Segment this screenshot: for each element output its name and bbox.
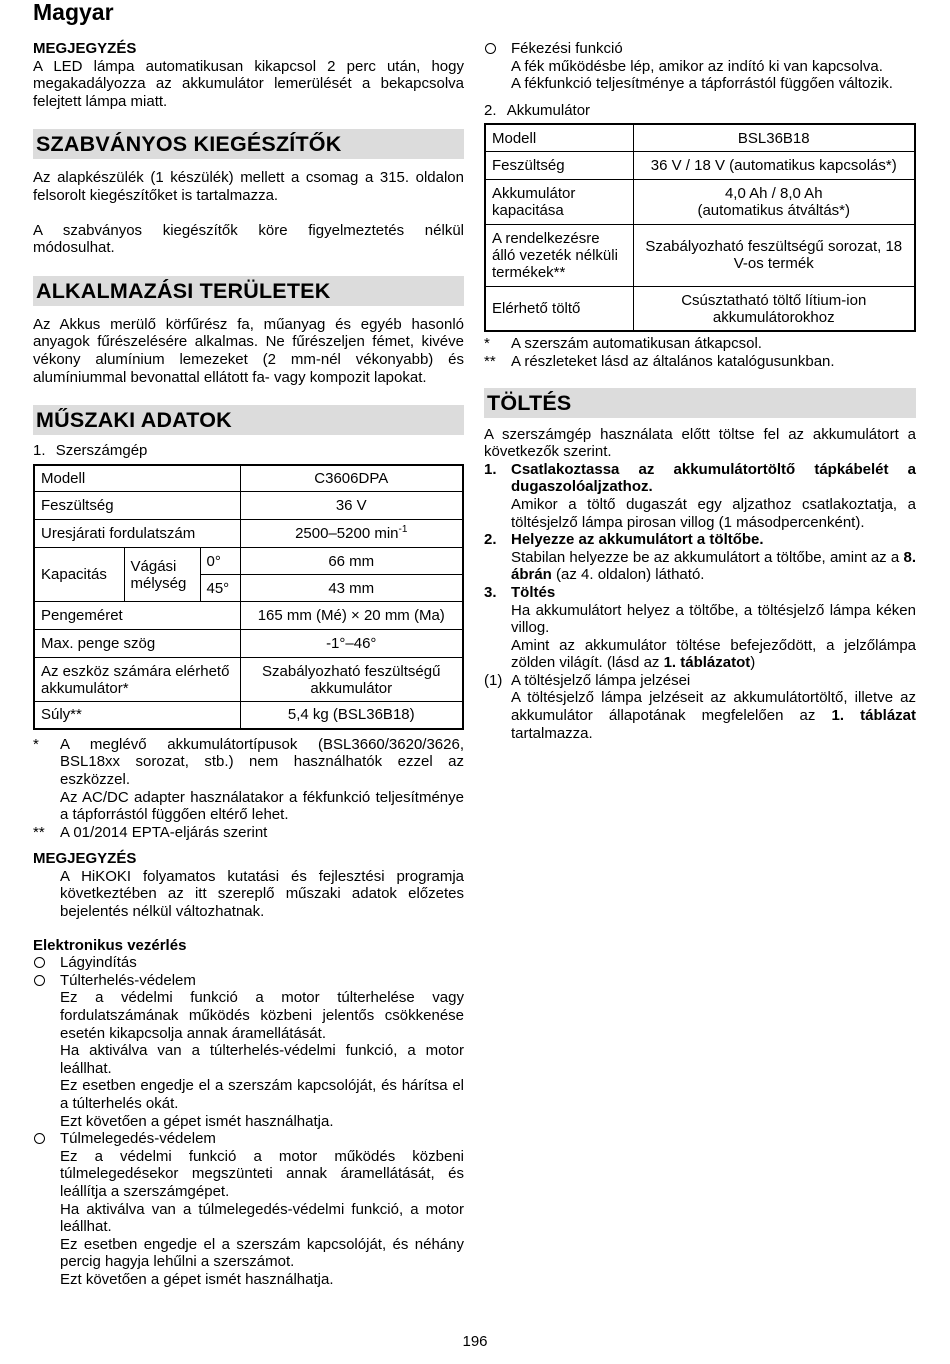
subheading-battery	[484, 102, 916, 120]
step	[484, 584, 916, 672]
footnote-text: A meglévő akkumulátortípusok (BSL3660/3620/3626, BSL18xx sorozat, stb.) nem használhatók ezzel az eszközzel.	[60, 735, 464, 788]
table-cell: Súly**	[34, 702, 240, 729]
table-cell: Feszültség	[485, 151, 633, 179]
bullet-circle-icon	[34, 957, 45, 968]
table-cell: A rendelkezésre álló vezeték nélküli termékek**	[485, 224, 633, 286]
paragraph: A fék működésbe lép, amikor az indító ki van kapcsolva.	[511, 57, 883, 75]
step-number: 1.	[484, 460, 497, 478]
section-heading-applications: ALKALMAZÁSI TERÜLETEK	[33, 276, 464, 306]
paragraph: Az Akkus merülő körfűrész fa, műanyag és egyéb hasonló anyagok fűrészelésére alkalmas. Ne fűrészeljen fémet, kivéve vékony alumínium lemezeket (2 mm-nél vékonyabb) és alumíniummal bevonattal ellátott fa- vagy kompozit lapokat.	[33, 315, 464, 386]
table-cell: Modell	[34, 465, 240, 492]
footnote-marker: **	[484, 352, 496, 370]
note-text: A LED lámpa automatikusan kikapcsol 2 perc után, hogy megakadályozza az akkumulátor lemerülését a bekapcsolva felejtett lámpa miatt.	[33, 57, 464, 110]
electronic-control-item-text: Ez esetben engedje el a szerszám kapcsolóját, és néhány percig hagyja lehűlni a szerszámot.	[60, 1235, 464, 1271]
speed-value: 2500–5200 min	[295, 525, 399, 543]
electronic-control-item-text: Ha aktiválva van a túlmelegedés-védelmi funkció, a motor leállhat.	[60, 1200, 464, 1236]
bullet-circle-icon	[34, 975, 45, 986]
subheading-tool	[33, 442, 464, 460]
sub-step-text	[511, 689, 916, 742]
electronic-control-item-text: Ez a védelmi funkció a motor túlterhelése vagy fordulatszámának működés közbeni jelentős csökkenése esetén kikapcsolja annak áramellátását.	[60, 989, 464, 1042]
table-cell: 165 mm (Mé) × 20 mm (Ma)	[240, 602, 463, 630]
table-row	[485, 179, 915, 224]
footnote-marker: *	[484, 335, 490, 353]
table-row	[34, 602, 463, 630]
electronic-control-item-text: Ez a védelmi funkció a motor működés közbeni túlmelegedésekor megszünteti annak áramellátását, és leállítja a szerszámgépet.	[60, 1147, 464, 1200]
table-row	[34, 630, 463, 658]
step-title: Helyezze az akkumulátort a töltőbe.	[511, 531, 764, 549]
electronic-control-title: Elektronikus vezérlés	[33, 936, 187, 954]
footnote-text: A részleteket lásd az általános katalógusunkban.	[511, 352, 835, 370]
table-cell: 36 V	[240, 492, 463, 520]
table-row	[34, 702, 463, 729]
table-cell: Elérhető töltő	[485, 286, 633, 331]
paragraph: Az alapkészülék (1 készülék) mellett a csomag a 315. oldalon felsorolt kiegészítőket is tartalmazza.	[33, 169, 464, 204]
table-cell: Vágási mélység	[124, 548, 200, 602]
text-run: (az 4. oldalon) látható.	[551, 566, 705, 584]
brake-title: Fékezési funkció	[511, 40, 623, 57]
electronic-control-item-title: Túlmelegedés-védelem	[60, 1130, 216, 1148]
table-cell: Szabályozható feszültségű akkumulátor	[240, 658, 463, 702]
table-cell: 45°	[200, 575, 240, 602]
table-cell: C3606DPA	[240, 465, 463, 492]
footnote-marker: **	[33, 823, 45, 841]
table-cell: 36 V / 18 V (automatikus kapcsolás*)	[633, 151, 915, 179]
table-row	[485, 224, 915, 286]
electronic-control-list	[33, 954, 464, 1288]
note-title: MEGJEGYZÉS	[33, 850, 137, 868]
speed-unit-exponent: -1	[398, 524, 408, 536]
electronic-control-item-text: Ezt követően a gépet ismét használhatja.	[60, 1112, 334, 1130]
table-cell: -1°–46°	[240, 630, 463, 658]
table-row	[34, 465, 463, 492]
electronic-control-item-text: Ezt követően a gépet ismét használhatja.	[60, 1270, 334, 1288]
table-cell: Kapacitás	[34, 548, 124, 602]
table-cell: Pengeméret	[34, 602, 240, 630]
electronic-control-item-title: Lágyindítás	[60, 954, 137, 972]
footnote	[484, 353, 916, 371]
electronic-control-item-text: Ez esetben engedje el a szerszám kapcsolóját, és hárítsa el a túlterhelés okát.	[60, 1077, 464, 1112]
table-cell: Uresjárati fordulatszám	[34, 520, 240, 548]
footnote-text: A 01/2014 EPTA-eljárás szerint	[60, 823, 268, 841]
sub-step-title: A töltésjelző lámpa jelzései	[511, 671, 691, 689]
table-cell: 5,4 kg (BSL36B18)	[240, 702, 463, 729]
tool-spec-table	[33, 464, 464, 730]
note-body	[33, 868, 464, 921]
step-number: 2.	[484, 531, 497, 549]
text-run: A töltésjelző lámpa jelzéseit az akkumulátortöltő, illetve az akkumulátor állapotának megfelelően az	[511, 689, 916, 725]
footnote	[33, 824, 464, 842]
step-text	[511, 549, 916, 584]
table-cell: 66 mm	[240, 548, 463, 575]
table-reference: 1. táblázatot	[663, 654, 751, 672]
electronic-control-item-title: Túlterhelés-védelem	[60, 971, 196, 989]
note-title: MEGJEGYZÉS	[33, 40, 137, 57]
paragraph: A szerszámgép használata előtt töltse fel az akkumulátort a következők szerint.	[484, 425, 916, 461]
right-column	[484, 40, 916, 742]
step	[484, 531, 916, 584]
step-text: Ha akkumulátort helyez a töltőbe, a töltésjelző lámpa kéken villog.	[511, 601, 916, 637]
page-language-header: Magyar	[33, 0, 114, 25]
table-cell: Az eszköz számára elérhető akkumulátor*	[34, 658, 240, 702]
bullet-circle-icon	[485, 43, 496, 54]
table-reference: 1. táblázat	[831, 707, 916, 725]
footnote	[33, 736, 464, 824]
sub-step	[484, 672, 916, 742]
table-cell: Modell	[485, 124, 633, 151]
text-run: tartalmazza.	[511, 724, 593, 742]
electronic-control-item-text: Ha aktiválva van a túlterhelés-védelmi funkció, a motor leállhat.	[60, 1042, 464, 1077]
capacity-value-line: 4,0 Ah / 8,0 Ah	[724, 184, 823, 202]
capacity-value-line: (automatikus átváltás*)	[697, 201, 851, 219]
step	[484, 461, 916, 531]
table-row	[34, 658, 463, 702]
figure-reference: 8. ábrán	[511, 548, 916, 584]
section-heading-charging: TÖLTÉS	[484, 388, 916, 418]
step-number: 3.	[484, 583, 497, 601]
brake-function	[484, 40, 916, 93]
electronic-control-item	[33, 972, 464, 1130]
table-row	[34, 520, 463, 548]
note-text: A HiKOKI folyamatos kutatási és fejlesztési programja következtében az itt szereplő műszaki adatok előzetes bejelentés nélkül változhatnak.	[60, 867, 464, 921]
table-cell	[633, 179, 915, 224]
table-cell	[240, 520, 463, 548]
paragraph: A fékfunkció teljesítménye a tápforrástól függően változik.	[511, 75, 893, 93]
table-row	[485, 286, 915, 331]
table-cell: BSL36B18	[633, 124, 915, 151]
footnote-text: A szerszám automatikusan átkapcsol.	[511, 335, 762, 353]
subheading-number: 1.	[33, 442, 46, 460]
sub-step-number: (1)	[484, 671, 503, 689]
table-cell: Feszültség	[34, 492, 240, 520]
subheading-label: Akkumulátor	[506, 101, 591, 119]
left-column	[33, 40, 464, 1289]
section-heading-standard-accessories: SZABVÁNYOS KIEGÉSZÍTŐK	[33, 129, 464, 159]
page-number: 196	[462, 1333, 488, 1350]
text-run: )	[750, 654, 756, 672]
paragraph: A szabványos kiegészítők köre figyelmeztetés nélkül módosulhat.	[33, 221, 464, 257]
footnote-marker: *	[33, 735, 39, 753]
step-text: Amikor a töltő dugaszát egy aljzathoz csatlakoztatja, a töltésjelző lámpa pirosan villog (1 másodpercenként).	[511, 495, 916, 531]
text-run: Amint az akkumulátor töltése befejeződött, a jelzőlámpa zölden világít. (lásd az	[511, 636, 916, 672]
electronic-control-item	[33, 1130, 464, 1288]
table-cell: Szabályozható feszültségű sorozat, 18 V-os termék	[633, 224, 915, 286]
table-cell: Akkumulátor kapacitása	[485, 179, 633, 224]
battery-spec-table	[484, 123, 916, 332]
table-row	[34, 492, 463, 520]
step-title: Töltés	[511, 583, 556, 601]
table-row	[485, 124, 915, 151]
subheading-number: 2.	[484, 101, 497, 119]
step-title: Csatlakoztassa az akkumulátortöltő tápkábelét a dugaszolóaljzathoz.	[511, 460, 916, 496]
footnote-text: Az AC/DC adapter használatakor a fékfunkció teljesítménye a tápforrástól függően eltérő lehet.	[60, 788, 464, 824]
table-cell: 43 mm	[240, 575, 463, 602]
subheading-label: Szerszámgép	[55, 442, 148, 460]
table-row	[485, 151, 915, 179]
table-row	[34, 548, 463, 575]
table-cell: Max. penge szög	[34, 630, 240, 658]
bullet-circle-icon	[34, 1133, 45, 1144]
table-cell: 0°	[200, 548, 240, 575]
footnote	[484, 335, 916, 353]
section-heading-specifications: MŰSZAKI ADATOK	[33, 405, 464, 435]
step-text	[511, 637, 916, 672]
table-cell: Csúsztatható töltő lítium-ion akkumulátorokhoz	[633, 286, 915, 331]
electronic-control-item	[33, 954, 464, 972]
text-run: Stabilan helyezze be az akkumulátort a töltőbe, amint az a	[511, 548, 904, 566]
